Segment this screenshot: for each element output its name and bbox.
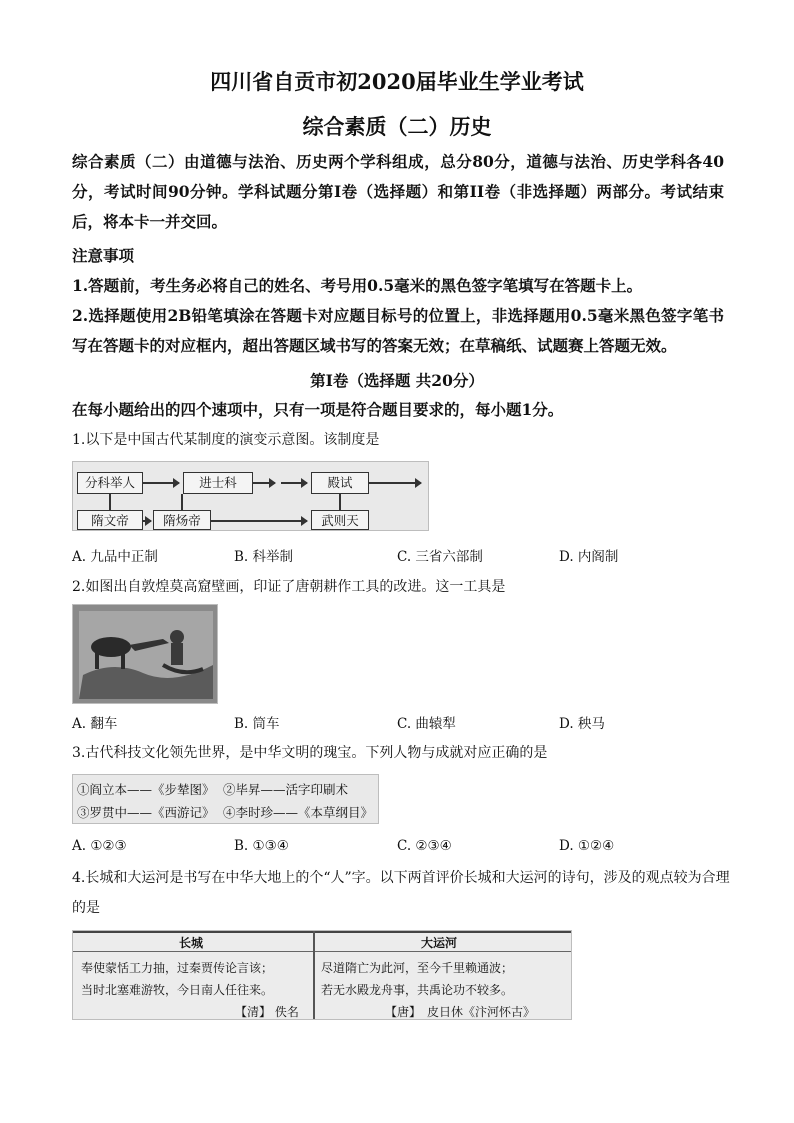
q2-option-c[interactable]: C. 曲辕犁 [397,716,456,732]
box-suiwen: 隋文帝 [77,510,143,530]
col2-line1: 尽道隋亡为此河，至今千里赖通波； [321,961,514,975]
q1-stem: 1.以下是中国古代某制度的演变示意图。该制度是 [72,432,380,448]
q1-options [72,545,724,565]
q3-item-2: ②毕昇——活字印刷术 [223,782,349,797]
notice-1: 1.答题前，考生务必将自己的姓名、考号用0.5毫米的黑色签字笔填写在答题卡上。 [72,276,643,295]
col1-header: 长城 [179,936,204,950]
table-top-border [73,931,572,933]
q4-poem-table [72,930,572,1020]
q3-items-box [72,774,379,824]
q3-item-1: ①阎立本——《步辇图》 [77,782,215,797]
col1-line2: 当时北塞难游牧，今日南人任往来。 [81,983,274,997]
box-wuzetian: 武则天 [311,510,369,530]
dunhuang-mural-image [72,604,218,704]
table-header-border [73,951,572,952]
q1-option-c[interactable]: C. 三省六部制 [397,549,483,565]
exam-subtitle: 综合素质（二）历史 [302,114,492,139]
connector-2 [181,494,183,510]
col1-source: 【清】 佚名 [235,1005,299,1019]
col2-header: 大运河 [421,936,458,950]
arrow-1 [143,482,179,484]
box-dianshi: 殿试 [311,472,369,494]
notice-heading: 注意事项 [72,246,135,265]
q1-option-a[interactable]: A. 九品中正制 [72,549,158,565]
connector-3 [339,494,341,510]
q2-option-d[interactable]: D. 秧马 [559,716,605,732]
notice-2: 2.选择题使用2B铅笔填涂在答题卡对应题目标号的位置上，非选择题用0.5毫米黑色签字笔书写在答题卡的对应框内，超出答题区域书写的答案无效；在草稿纸、试题赛上答题无效。 [72,306,724,355]
q1-diagram [72,461,429,531]
connector-1 [109,494,111,510]
q1-option-b[interactable]: B. 科举制 [234,549,294,565]
q3-options [72,838,724,858]
q2-option-a[interactable]: A. 翻车 [72,716,118,732]
box-jinshi: 进士科 [183,472,253,494]
q2-option-b[interactable]: B. 筒车 [234,716,280,732]
q2-stem: 2.如图出自敦煌莫高窟壁画，印证了唐朝耕作工具的改进。这一工具是 [72,579,506,595]
arrow-6 [211,520,307,522]
arrow-4 [369,482,421,484]
q4-stem: 4.长城和大运河是书写在中华大地上的个“人”字。以下两首评价长城和大运河的诗句，涉及的观点较为合理的是 [72,870,730,916]
arrow-3 [281,482,307,484]
intro-paragraph: 综合素质（二）由道德与法治、历史两个学科组成，总分80分，道德与法治、历史学科各40分，考试时间90分钟。学科试题分第I卷（选择题）和第II卷（非选择题）两部分。考试结束后，将本卡一并交回。 [72,152,724,231]
section-title: 第I卷（选择题 共20分） [310,371,484,390]
col2-line2: 若无水殿龙舟事，共禹论功不较多。 [321,983,514,997]
q3-item-4: ④李时珍——《本草纲目》 [223,805,374,820]
section-instruction: 在每小题给出的四个速项中，只有一项是符合题目要求的，每小题1分。 [72,400,564,419]
box-fenke: 分科举人 [77,472,143,494]
q3-stem: 3.古代科技文化领先世界，是中华文明的瑰宝。下列人物与成就对应正确的是 [72,745,548,761]
q3-option-b[interactable]: B. ①③④ [234,838,289,854]
q2-options [72,712,724,732]
col1-line1: 奉使蒙恬工力抽，过秦贾传论言该； [81,961,274,975]
q3-option-c[interactable]: C. ②③④ [397,838,452,854]
q1-option-d[interactable]: D. 内阁制 [559,549,619,565]
table-divider [313,931,315,1020]
q3-item-3: ③罗贯中——《西游记》 [77,805,215,820]
mural-illustration [73,605,218,704]
col2-source: 【唐】 皮日休《汴河怀古》 [385,1005,536,1019]
arrow-5 [143,520,151,522]
q3-option-a[interactable]: A. ①②③ [72,838,127,854]
box-suiyang: 隋炀帝 [153,510,211,530]
q3-option-d[interactable]: D. ①②④ [559,838,615,854]
arrow-2 [253,482,275,484]
exam-title: 四川省自贡市初2020届毕业生学业考试 [210,69,584,94]
